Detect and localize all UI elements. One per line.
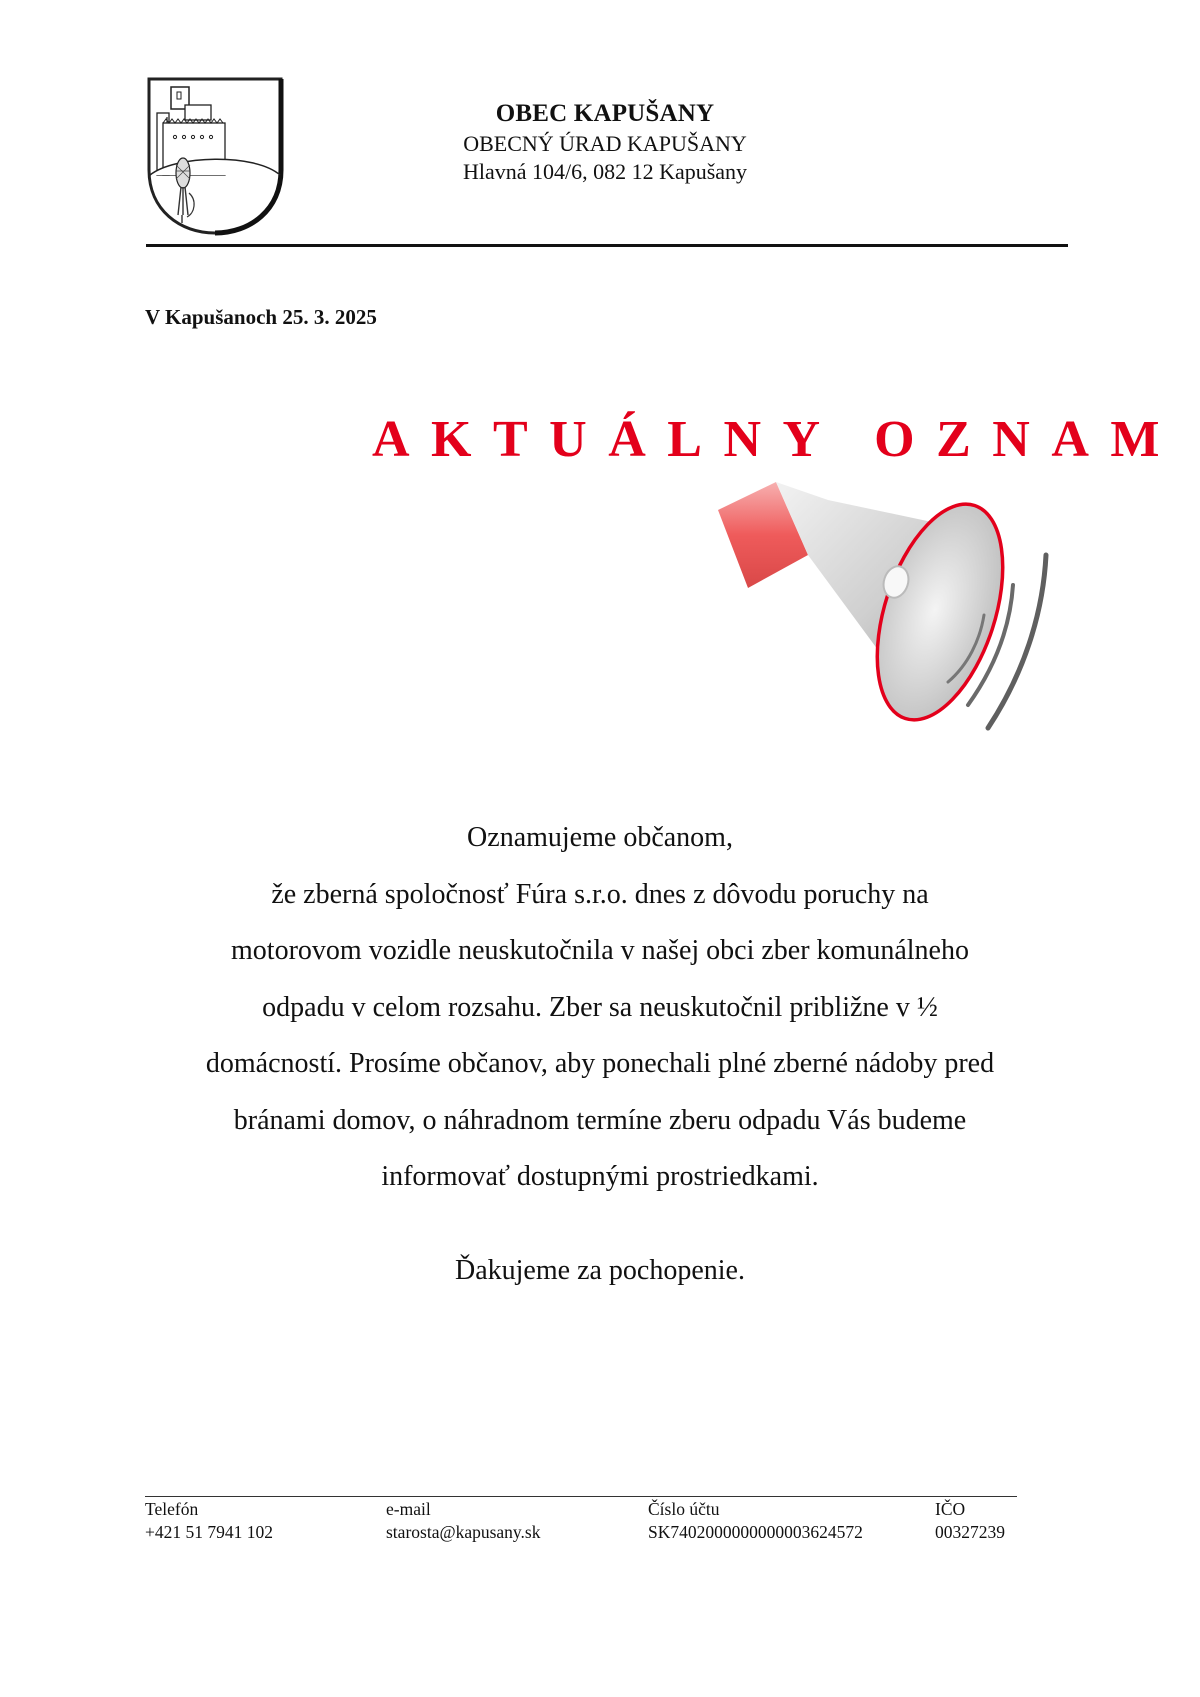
- footer-account: [648, 1498, 863, 1544]
- body-line: domácností. Prosíme občanov, aby ponechali plné zberné nádoby pred: [205, 1048, 995, 1079]
- footer-value: 00327239: [935, 1522, 1005, 1542]
- footer-email: [386, 1498, 540, 1544]
- coat-of-arms-logo: [145, 75, 287, 237]
- footer-label: IČO: [935, 1499, 966, 1519]
- body-line: odpadu v celom rozsahu. Zber sa neuskutočnil približne v ½: [262, 991, 938, 1023]
- footer-value[interactable]: starosta@kapusany.sk: [386, 1522, 541, 1542]
- megaphone-illustration: [718, 470, 1063, 735]
- megaphone-icon: [718, 470, 1063, 735]
- footer-value: SK7402000000000003624572: [648, 1522, 863, 1542]
- footer-value: +421 51 7941 102: [145, 1522, 273, 1542]
- body-line: bránami domov, o náhradnom termíne zberu odpadu Vás budeme: [233, 1104, 967, 1136]
- office-address: Hlavná 104/6, 082 12 Kapušany: [462, 159, 748, 184]
- footer-label: e-mail: [386, 1499, 431, 1519]
- body-line: Oznamujeme občanom,: [467, 822, 733, 853]
- footer-phone: [145, 1498, 273, 1544]
- body-line: motorovom vozidle neuskutočnila v našej obci zber komunálneho: [231, 935, 969, 966]
- footer-divider: [145, 1496, 1017, 1497]
- footer-label: Číslo účtu: [648, 1499, 720, 1519]
- announcement-body: [140, 810, 1060, 1206]
- body-line: informovať dostupnými prostriedkami.: [381, 1161, 819, 1192]
- footer-ico: [935, 1498, 1005, 1544]
- date-line: V Kapušanoch 25. 3. 2025: [145, 305, 377, 329]
- municipality-name: OBEC KAPUŠANY: [495, 100, 715, 127]
- closing-line: Ďakujeme za pochopenie.: [455, 1255, 745, 1286]
- office-name: OBECNÝ ÚRAD KAPUŠANY: [463, 131, 747, 156]
- header-divider: [146, 244, 1068, 247]
- announcement-title: AKTUÁLNY OZNAM: [372, 411, 1181, 468]
- coat-of-arms-icon: [145, 75, 287, 237]
- body-line: že zberná spoločnosť Fúra s.r.o. dnes z dôvodu poruchy na: [271, 878, 929, 910]
- footer-label: Telefón: [145, 1499, 199, 1519]
